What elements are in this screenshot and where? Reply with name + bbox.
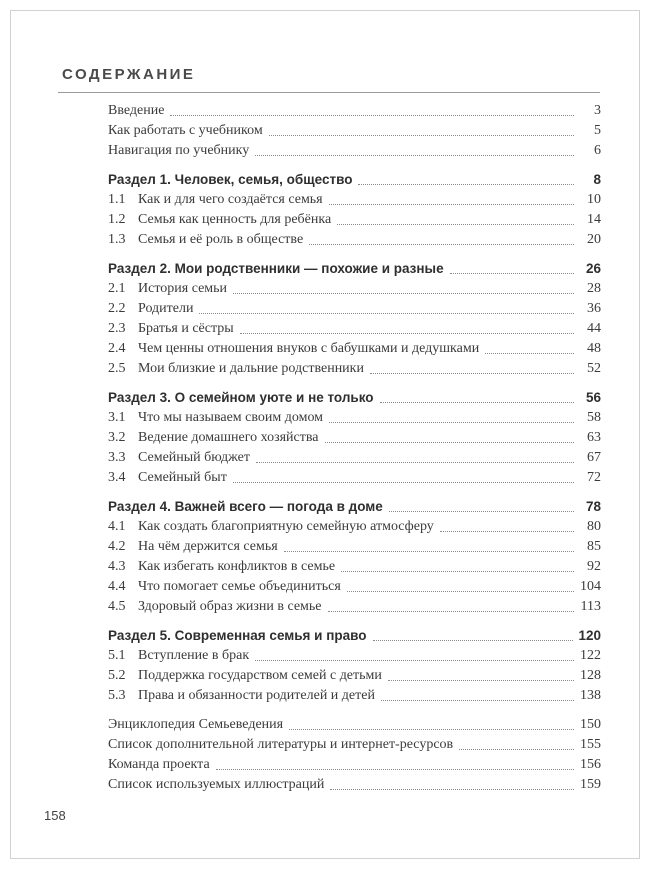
toc-group: [108, 625, 601, 705]
entry-number: 4.2: [108, 539, 126, 554]
entry-number: 2.1: [108, 281, 126, 296]
dot-leader: [358, 184, 574, 185]
entry-page-number: 122: [580, 648, 601, 663]
toc-entry: [108, 120, 601, 140]
entry-title: Родители: [138, 301, 194, 316]
dot-leader: [440, 531, 574, 532]
entry-page-number: 92: [587, 559, 601, 574]
toc-entry: [108, 685, 601, 705]
toc-entry: [108, 754, 601, 774]
dot-leader: [329, 422, 574, 423]
footer-page-number: 158: [44, 808, 66, 823]
entry-title: Навигация по учебнику: [108, 143, 250, 158]
entry-number: 4.1: [108, 519, 126, 534]
entry-number: 5.1: [108, 648, 126, 663]
dot-leader: [347, 591, 574, 592]
toc-entry: [108, 645, 601, 665]
dot-leader: [199, 313, 574, 314]
dot-leader: [256, 462, 574, 463]
toc-list: [108, 100, 601, 794]
dot-leader: [337, 224, 574, 225]
entry-page-number: 138: [580, 688, 601, 703]
toc-section-heading: [108, 496, 601, 516]
dot-leader: [284, 551, 574, 552]
entry-number: 5.3: [108, 688, 126, 703]
toc-entry: [108, 516, 601, 536]
entry-number: 3.2: [108, 430, 126, 445]
entry-title: Раздел 5. Современная семья и право: [108, 628, 367, 643]
entry-title: Введение: [108, 103, 165, 118]
entry-page-number: 44: [587, 321, 601, 336]
entry-number: 1.2: [108, 212, 126, 227]
entry-number: 3.4: [108, 470, 126, 485]
dot-leader: [341, 571, 574, 572]
entry-number: 2.3: [108, 321, 126, 336]
entry-page-number: 67: [587, 450, 601, 465]
dot-leader: [389, 511, 574, 512]
entry-title: История семьи: [138, 281, 228, 296]
entry-title: На чём держится семья: [138, 539, 278, 554]
dot-leader: [255, 155, 574, 156]
toc-entry: [108, 189, 601, 209]
toc-entry: [108, 734, 601, 754]
entry-page-number: 10: [587, 192, 601, 207]
toc-entry: [108, 318, 601, 338]
toc-entry: [108, 140, 601, 160]
entry-number: 4.5: [108, 599, 126, 614]
dot-leader: [216, 769, 574, 770]
entry-page-number: 155: [580, 737, 601, 752]
entry-number: 2.2: [108, 301, 126, 316]
entry-title: Семья как ценность для ребёнка: [138, 212, 332, 227]
entry-title: Как создать благоприятную семейную атмосферу: [138, 519, 434, 534]
dot-leader: [170, 115, 574, 116]
dot-leader: [388, 680, 574, 681]
entry-number: 4.4: [108, 579, 126, 594]
toc-entry: [108, 714, 601, 734]
entry-page-number: 120: [578, 628, 601, 643]
entry-title: Семейный быт: [138, 470, 227, 485]
entry-number: 2.5: [108, 361, 126, 376]
entry-page-number: 128: [580, 668, 601, 683]
dot-leader: [380, 402, 574, 403]
entry-page-number: 113: [580, 599, 601, 614]
entry-title: Раздел 3. О семейном уюте и не только: [108, 390, 374, 405]
entry-title: Как работать с учебником: [108, 123, 263, 138]
toc-section-heading: [108, 387, 601, 407]
entry-title: Чем ценны отношения внуков с бабушками и дедушками: [138, 341, 480, 356]
entry-number: 4.3: [108, 559, 126, 574]
entry-title: Энциклопедия Семьеведения: [108, 717, 284, 732]
toc-section-heading: [108, 625, 601, 645]
dot-leader: [233, 293, 574, 294]
toc-entry: [108, 576, 601, 596]
entry-title: Раздел 1. Человек, семья, общество: [108, 172, 353, 187]
entry-page-number: 8: [593, 172, 601, 187]
toc-entry: [108, 467, 601, 487]
entry-title: Права и обязанности родителей и детей: [138, 688, 375, 703]
toc-entry: [108, 278, 601, 298]
entry-title: Как избегать конфликтов в семье: [138, 559, 336, 574]
entry-title: Список дополнительной литературы и интернет-ресурсов: [108, 737, 454, 752]
entry-title: Список используемых иллюстраций: [108, 777, 325, 792]
page-title: СОДЕРЖАНИЕ: [62, 66, 196, 83]
entry-title: Раздел 2. Мои родственники — похожие и разные: [108, 261, 444, 276]
dot-leader: [289, 729, 574, 730]
entry-title: Поддержка государством семей с детьми: [138, 668, 382, 683]
dot-leader: [459, 749, 574, 750]
toc-section-heading: [108, 169, 601, 189]
dot-leader: [381, 700, 574, 701]
dot-leader: [269, 135, 574, 136]
entry-page-number: 56: [585, 390, 601, 405]
toc-group: [108, 714, 601, 794]
entry-page-number: 6: [594, 143, 601, 158]
entry-number: 3.1: [108, 410, 126, 425]
toc-entry: [108, 358, 601, 378]
dot-leader: [255, 660, 574, 661]
entry-page-number: 48: [587, 341, 601, 356]
entry-title: Что мы называем своим домом: [138, 410, 324, 425]
entry-title: Раздел 4. Важней всего — погода в доме: [108, 499, 383, 514]
entry-page-number: 52: [587, 361, 601, 376]
entry-title: Здоровый образ жизни в семье: [138, 599, 322, 614]
entry-page-number: 14: [587, 212, 601, 227]
entry-page-number: 26: [585, 261, 601, 276]
entry-page-number: 104: [580, 579, 601, 594]
dot-leader: [485, 353, 574, 354]
entry-page-number: 72: [587, 470, 601, 485]
entry-title: Семья и её роль в обществе: [138, 232, 304, 247]
dot-leader: [329, 204, 574, 205]
entry-page-number: 85: [587, 539, 601, 554]
entry-number: 5.2: [108, 668, 126, 683]
toc-entry: [108, 536, 601, 556]
toc-entry: [108, 427, 601, 447]
entry-title: Вступление в брак: [138, 648, 250, 663]
toc-group: [108, 169, 601, 249]
entry-page-number: 3: [594, 103, 601, 118]
toc-entry: [108, 100, 601, 120]
dot-leader: [370, 373, 574, 374]
entry-title: Как и для чего создаётся семья: [138, 192, 323, 207]
entry-page-number: 63: [587, 430, 601, 445]
dot-leader: [325, 442, 574, 443]
entry-page-number: 28: [587, 281, 601, 296]
entry-page-number: 5: [594, 123, 601, 138]
entry-title: Братья и сёстры: [138, 321, 234, 336]
dot-leader: [330, 789, 574, 790]
entry-title: Команда проекта: [108, 757, 210, 772]
header-rule: [58, 92, 600, 93]
entry-page-number: 36: [587, 301, 601, 316]
entry-number: 3.3: [108, 450, 126, 465]
entry-title: Ведение домашнего хозяйства: [138, 430, 319, 445]
toc-entry: [108, 596, 601, 616]
toc-entry: [108, 229, 601, 249]
entry-page-number: 78: [585, 499, 601, 514]
toc-group: [108, 387, 601, 487]
toc-section-heading: [108, 258, 601, 278]
entry-page-number: 159: [580, 777, 601, 792]
entry-title: Что помогает семье объединиться: [138, 579, 341, 594]
dot-leader: [328, 611, 574, 612]
toc-group: [108, 496, 601, 616]
entry-page-number: 20: [587, 232, 601, 247]
toc-entry: [108, 298, 601, 318]
dot-leader: [450, 273, 574, 274]
dot-leader: [233, 482, 574, 483]
entry-number: 1.1: [108, 192, 126, 207]
dot-leader: [240, 333, 574, 334]
toc-entry: [108, 665, 601, 685]
dot-leader: [309, 244, 574, 245]
toc-entry: [108, 556, 601, 576]
entry-number: 1.3: [108, 232, 126, 247]
entry-page-number: 80: [587, 519, 601, 534]
entry-number: 2.4: [108, 341, 126, 356]
dot-leader: [373, 640, 574, 641]
entry-title: Семейный бюджет: [138, 450, 250, 465]
toc-entry: [108, 774, 601, 794]
entry-page-number: 156: [580, 757, 601, 772]
toc-group: [108, 100, 601, 160]
toc-entry: [108, 447, 601, 467]
toc-entry: [108, 407, 601, 427]
toc-group: [108, 258, 601, 378]
toc-entry: [108, 338, 601, 358]
entry-page-number: 150: [580, 717, 601, 732]
entry-page-number: 58: [587, 410, 601, 425]
entry-title: Мои близкие и дальние родственники: [138, 361, 364, 376]
toc-entry: [108, 209, 601, 229]
